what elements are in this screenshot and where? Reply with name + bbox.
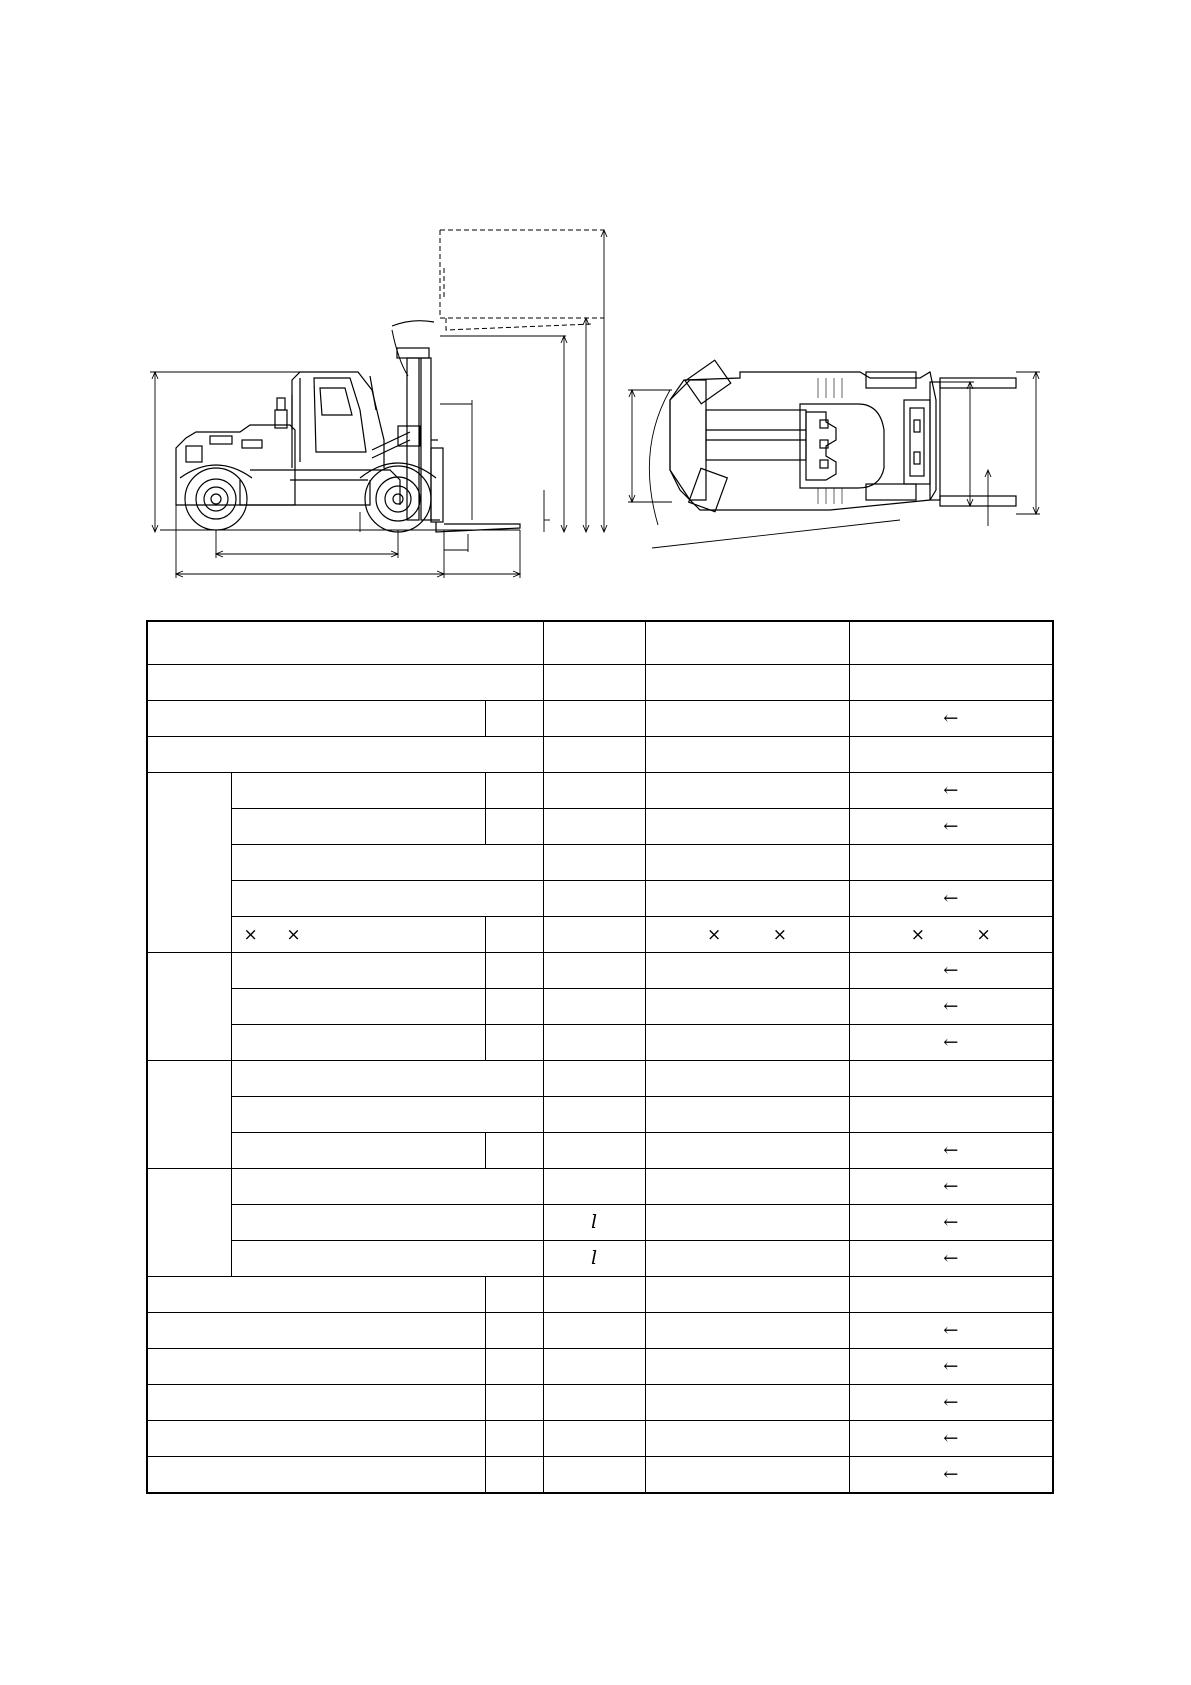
forklift-top-view: [628, 360, 1040, 548]
table-row: [147, 953, 1053, 989]
table-row: [147, 1205, 1053, 1241]
group-label-cell: [147, 1061, 231, 1169]
litre-unit: l: [590, 1211, 598, 1233]
same-as-left-arrow: ←: [943, 888, 959, 909]
table-row: [147, 989, 1053, 1025]
table-row: [147, 917, 1053, 953]
same-as-left-arrow: ←: [943, 1140, 959, 1161]
table-row: [147, 1133, 1053, 1169]
same-as-left-arrow: ←: [943, 816, 959, 837]
table-row: [147, 1277, 1053, 1313]
table-row: [147, 773, 1053, 809]
specification-table: [146, 620, 1054, 1494]
table-row: [147, 1385, 1053, 1421]
same-as-left-arrow: ←: [943, 1428, 959, 1449]
table-row: [147, 809, 1053, 845]
table-row: [147, 1169, 1053, 1205]
header-model-b-cell: [849, 621, 1053, 665]
same-as-left-arrow: ←: [943, 1392, 959, 1413]
same-as-left-arrow: ←: [943, 1032, 959, 1053]
group-label-cell: [147, 1169, 231, 1277]
same-as-left-arrow: ←: [943, 1176, 959, 1197]
header-unit-cell: [543, 621, 645, 665]
same-as-left-arrow: ←: [943, 780, 959, 801]
table-row: [147, 1457, 1053, 1494]
group-label-cell: [147, 953, 231, 1061]
same-as-left-arrow: ←: [943, 1356, 959, 1377]
same-as-left-arrow: ←: [943, 960, 959, 981]
table-row: [147, 881, 1053, 917]
table-row: [147, 1421, 1053, 1457]
table-row: [147, 1349, 1053, 1385]
table-row: [147, 1313, 1053, 1349]
same-as-left-arrow: ←: [943, 996, 959, 1017]
dimension-cross: ×: [976, 925, 991, 945]
group-label-cell: [147, 773, 231, 953]
table-row: [147, 1061, 1053, 1097]
litre-unit: l: [590, 1247, 598, 1269]
dimension-cross: ×: [772, 925, 787, 945]
same-as-left-arrow: ←: [943, 1320, 959, 1341]
dimension-cross: ×: [243, 925, 258, 945]
table-row: [147, 1097, 1053, 1133]
dimension-cross: ×: [707, 925, 722, 945]
forklift-side-view: [150, 230, 607, 578]
forklift-technical-drawing: [0, 0, 1191, 600]
header-item-cell: [147, 621, 543, 665]
same-as-left-arrow: ←: [943, 1464, 959, 1485]
same-as-left-arrow: ←: [943, 1212, 959, 1233]
dimension-cross: ×: [910, 925, 925, 945]
table-row: [147, 665, 1053, 701]
table-row: [147, 845, 1053, 881]
dimension-cross: ×: [286, 925, 301, 945]
header-model-a-cell: [645, 621, 849, 665]
table-row: [147, 1025, 1053, 1061]
table-row: [147, 1241, 1053, 1277]
same-as-left-arrow: ←: [943, 708, 959, 729]
table-row: [147, 701, 1053, 737]
same-as-left-arrow: ←: [943, 1248, 959, 1269]
table-row: [147, 737, 1053, 773]
table-header-row: [147, 621, 1053, 665]
